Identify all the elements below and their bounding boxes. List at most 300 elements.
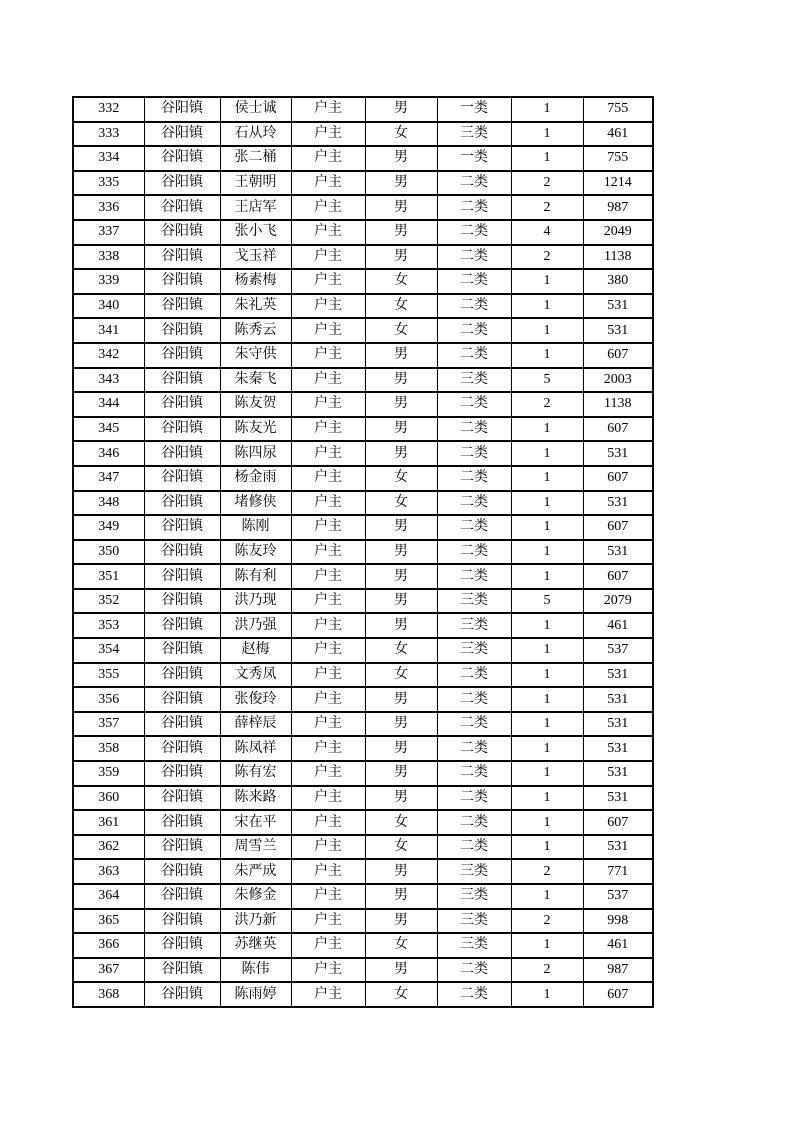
cell-town: 谷阳镇 <box>144 441 220 466</box>
cell-relation: 户主 <box>291 392 365 417</box>
table-row <box>73 613 653 638</box>
cell-relation: 户主 <box>291 761 365 786</box>
table-row <box>73 663 653 688</box>
cell-serial-number: 356 <box>73 687 144 712</box>
cell-count: 1 <box>511 564 583 589</box>
cell-relation: 户主 <box>291 712 365 737</box>
cell-category: 二类 <box>437 958 511 983</box>
cell-count: 1 <box>511 491 583 516</box>
table-row <box>73 933 653 958</box>
cell-person-name: 陈来路 <box>220 786 291 811</box>
cell-amount: 531 <box>583 318 653 343</box>
cell-relation: 户主 <box>291 810 365 835</box>
cell-amount: 531 <box>583 540 653 565</box>
cell-person-name: 洪乃现 <box>220 589 291 614</box>
cell-relation: 户主 <box>291 122 365 147</box>
cell-count: 1 <box>511 343 583 368</box>
cell-person-name: 陈秀云 <box>220 318 291 343</box>
cell-serial-number: 344 <box>73 392 144 417</box>
cell-category: 二类 <box>437 171 511 196</box>
cell-serial-number: 334 <box>73 146 144 171</box>
cell-serial-number: 366 <box>73 933 144 958</box>
cell-relation: 户主 <box>291 835 365 860</box>
cell-person-name: 朱秦飞 <box>220 368 291 393</box>
cell-count: 4 <box>511 220 583 245</box>
cell-relation: 户主 <box>291 736 365 761</box>
cell-amount: 461 <box>583 122 653 147</box>
cell-count: 1 <box>511 515 583 540</box>
cell-town: 谷阳镇 <box>144 97 220 122</box>
cell-count: 5 <box>511 368 583 393</box>
cell-gender: 男 <box>365 343 437 368</box>
cell-serial-number: 352 <box>73 589 144 614</box>
cell-gender: 女 <box>365 318 437 343</box>
table-row <box>73 491 653 516</box>
cell-count: 1 <box>511 540 583 565</box>
cell-serial-number: 361 <box>73 810 144 835</box>
table-row <box>73 195 653 220</box>
cell-serial-number: 337 <box>73 220 144 245</box>
cell-town: 谷阳镇 <box>144 884 220 909</box>
cell-relation: 户主 <box>291 663 365 688</box>
cell-person-name: 戈玉祥 <box>220 245 291 270</box>
cell-relation: 户主 <box>291 638 365 663</box>
cell-town: 谷阳镇 <box>144 613 220 638</box>
cell-relation: 户主 <box>291 687 365 712</box>
cell-category: 三类 <box>437 613 511 638</box>
cell-count: 2 <box>511 392 583 417</box>
cell-amount: 531 <box>583 441 653 466</box>
cell-category: 二类 <box>437 466 511 491</box>
cell-gender: 男 <box>365 786 437 811</box>
cell-town: 谷阳镇 <box>144 343 220 368</box>
cell-amount: 537 <box>583 884 653 909</box>
cell-count: 1 <box>511 441 583 466</box>
cell-serial-number: 350 <box>73 540 144 565</box>
cell-gender: 男 <box>365 884 437 909</box>
table-row <box>73 417 653 442</box>
cell-town: 谷阳镇 <box>144 195 220 220</box>
cell-relation: 户主 <box>291 589 365 614</box>
cell-person-name: 朱严成 <box>220 859 291 884</box>
cell-person-name: 张二桶 <box>220 146 291 171</box>
cell-relation: 户主 <box>291 982 365 1007</box>
table-row <box>73 343 653 368</box>
cell-serial-number: 363 <box>73 859 144 884</box>
cell-category: 二类 <box>437 712 511 737</box>
cell-serial-number: 338 <box>73 245 144 270</box>
cell-serial-number: 359 <box>73 761 144 786</box>
cell-category: 二类 <box>437 564 511 589</box>
cell-town: 谷阳镇 <box>144 712 220 737</box>
cell-amount: 755 <box>583 146 653 171</box>
cell-category: 二类 <box>437 343 511 368</box>
cell-serial-number: 346 <box>73 441 144 466</box>
cell-town: 谷阳镇 <box>144 220 220 245</box>
cell-gender: 男 <box>365 540 437 565</box>
cell-person-name: 陈友玲 <box>220 540 291 565</box>
cell-relation: 户主 <box>291 884 365 909</box>
cell-serial-number: 360 <box>73 786 144 811</box>
cell-count: 1 <box>511 835 583 860</box>
cell-town: 谷阳镇 <box>144 909 220 934</box>
cell-count: 2 <box>511 245 583 270</box>
cell-amount: 531 <box>583 736 653 761</box>
cell-category: 二类 <box>437 245 511 270</box>
cell-category: 二类 <box>437 318 511 343</box>
cell-serial-number: 332 <box>73 97 144 122</box>
cell-serial-number: 351 <box>73 564 144 589</box>
cell-category: 二类 <box>437 392 511 417</box>
cell-category: 二类 <box>437 687 511 712</box>
cell-person-name: 陈四尿 <box>220 441 291 466</box>
cell-person-name: 陈友贺 <box>220 392 291 417</box>
cell-count: 1 <box>511 761 583 786</box>
cell-category: 二类 <box>437 417 511 442</box>
cell-count: 2 <box>511 859 583 884</box>
table-row <box>73 441 653 466</box>
cell-category: 二类 <box>437 810 511 835</box>
cell-gender: 男 <box>365 564 437 589</box>
cell-count: 1 <box>511 810 583 835</box>
table-row <box>73 515 653 540</box>
cell-person-name: 陈刚 <box>220 515 291 540</box>
cell-relation: 户主 <box>291 269 365 294</box>
cell-gender: 女 <box>365 810 437 835</box>
cell-person-name: 苏继英 <box>220 933 291 958</box>
cell-count: 1 <box>511 466 583 491</box>
cell-amount: 380 <box>583 269 653 294</box>
cell-amount: 2003 <box>583 368 653 393</box>
cell-serial-number: 335 <box>73 171 144 196</box>
cell-gender: 男 <box>365 958 437 983</box>
cell-town: 谷阳镇 <box>144 171 220 196</box>
cell-gender: 男 <box>365 245 437 270</box>
cell-relation: 户主 <box>291 786 365 811</box>
table-row <box>73 687 653 712</box>
cell-amount: 531 <box>583 786 653 811</box>
cell-relation: 户主 <box>291 515 365 540</box>
cell-town: 谷阳镇 <box>144 269 220 294</box>
cell-relation: 户主 <box>291 909 365 934</box>
cell-town: 谷阳镇 <box>144 810 220 835</box>
cell-count: 1 <box>511 318 583 343</box>
cell-gender: 男 <box>365 417 437 442</box>
table-row <box>73 466 653 491</box>
cell-person-name: 石从玲 <box>220 122 291 147</box>
table-row <box>73 859 653 884</box>
cell-serial-number: 345 <box>73 417 144 442</box>
cell-town: 谷阳镇 <box>144 417 220 442</box>
cell-gender: 男 <box>365 909 437 934</box>
cell-serial-number: 365 <box>73 909 144 934</box>
table-row <box>73 638 653 663</box>
cell-amount: 998 <box>583 909 653 934</box>
cell-count: 2 <box>511 171 583 196</box>
cell-gender: 男 <box>365 392 437 417</box>
cell-amount: 1214 <box>583 171 653 196</box>
cell-town: 谷阳镇 <box>144 958 220 983</box>
cell-town: 谷阳镇 <box>144 540 220 565</box>
cell-amount: 537 <box>583 638 653 663</box>
roster-table <box>72 96 654 1008</box>
cell-town: 谷阳镇 <box>144 786 220 811</box>
cell-gender: 男 <box>365 687 437 712</box>
cell-relation: 户主 <box>291 97 365 122</box>
cell-amount: 531 <box>583 687 653 712</box>
cell-person-name: 陈有利 <box>220 564 291 589</box>
cell-category: 二类 <box>437 835 511 860</box>
cell-category: 二类 <box>437 736 511 761</box>
cell-category: 二类 <box>437 294 511 319</box>
table-row <box>73 810 653 835</box>
cell-gender: 男 <box>365 859 437 884</box>
cell-amount: 1138 <box>583 392 653 417</box>
cell-category: 一类 <box>437 97 511 122</box>
cell-amount: 607 <box>583 417 653 442</box>
cell-serial-number: 343 <box>73 368 144 393</box>
cell-count: 1 <box>511 712 583 737</box>
cell-serial-number: 358 <box>73 736 144 761</box>
cell-serial-number: 353 <box>73 613 144 638</box>
cell-town: 谷阳镇 <box>144 392 220 417</box>
cell-relation: 户主 <box>291 859 365 884</box>
cell-relation: 户主 <box>291 958 365 983</box>
cell-count: 1 <box>511 122 583 147</box>
cell-category: 三类 <box>437 933 511 958</box>
cell-serial-number: 342 <box>73 343 144 368</box>
cell-relation: 户主 <box>291 540 365 565</box>
cell-count: 1 <box>511 97 583 122</box>
cell-person-name: 陈友光 <box>220 417 291 442</box>
cell-gender: 女 <box>365 122 437 147</box>
cell-amount: 755 <box>583 97 653 122</box>
table-row <box>73 589 653 614</box>
cell-town: 谷阳镇 <box>144 122 220 147</box>
cell-person-name: 薛梓辰 <box>220 712 291 737</box>
cell-town: 谷阳镇 <box>144 491 220 516</box>
table-row <box>73 884 653 909</box>
table-row <box>73 982 653 1007</box>
table-row <box>73 786 653 811</box>
cell-category: 二类 <box>437 220 511 245</box>
cell-town: 谷阳镇 <box>144 736 220 761</box>
cell-serial-number: 340 <box>73 294 144 319</box>
cell-count: 1 <box>511 982 583 1007</box>
cell-town: 谷阳镇 <box>144 245 220 270</box>
table-row <box>73 712 653 737</box>
table-row <box>73 368 653 393</box>
cell-category: 二类 <box>437 663 511 688</box>
cell-amount: 607 <box>583 810 653 835</box>
cell-relation: 户主 <box>291 245 365 270</box>
cell-serial-number: 362 <box>73 835 144 860</box>
cell-person-name: 王朝明 <box>220 171 291 196</box>
cell-serial-number: 354 <box>73 638 144 663</box>
cell-relation: 户主 <box>291 417 365 442</box>
cell-town: 谷阳镇 <box>144 146 220 171</box>
cell-serial-number: 367 <box>73 958 144 983</box>
cell-category: 三类 <box>437 884 511 909</box>
cell-category: 二类 <box>437 786 511 811</box>
cell-category: 三类 <box>437 638 511 663</box>
cell-relation: 户主 <box>291 368 365 393</box>
cell-town: 谷阳镇 <box>144 368 220 393</box>
cell-gender: 女 <box>365 638 437 663</box>
cell-town: 谷阳镇 <box>144 589 220 614</box>
cell-category: 二类 <box>437 515 511 540</box>
cell-category: 二类 <box>437 441 511 466</box>
cell-town: 谷阳镇 <box>144 663 220 688</box>
cell-category: 二类 <box>437 195 511 220</box>
cell-count: 1 <box>511 663 583 688</box>
cell-town: 谷阳镇 <box>144 294 220 319</box>
table-row <box>73 835 653 860</box>
cell-town: 谷阳镇 <box>144 466 220 491</box>
cell-count: 1 <box>511 933 583 958</box>
cell-town: 谷阳镇 <box>144 859 220 884</box>
cell-relation: 户主 <box>291 441 365 466</box>
cell-town: 谷阳镇 <box>144 687 220 712</box>
cell-person-name: 堵修侠 <box>220 491 291 516</box>
cell-category: 三类 <box>437 909 511 934</box>
table-row <box>73 909 653 934</box>
cell-count: 1 <box>511 294 583 319</box>
cell-relation: 户主 <box>291 613 365 638</box>
cell-amount: 1138 <box>583 245 653 270</box>
table-row <box>73 146 653 171</box>
cell-count: 2 <box>511 909 583 934</box>
table-row <box>73 171 653 196</box>
cell-gender: 男 <box>365 515 437 540</box>
cell-person-name: 陈雨婷 <box>220 982 291 1007</box>
cell-category: 三类 <box>437 589 511 614</box>
cell-count: 1 <box>511 736 583 761</box>
cell-serial-number: 333 <box>73 122 144 147</box>
table-row <box>73 318 653 343</box>
table-row <box>73 761 653 786</box>
table-row <box>73 220 653 245</box>
cell-serial-number: 349 <box>73 515 144 540</box>
cell-person-name: 张小飞 <box>220 220 291 245</box>
cell-amount: 531 <box>583 761 653 786</box>
cell-person-name: 陈伟 <box>220 958 291 983</box>
cell-serial-number: 339 <box>73 269 144 294</box>
cell-amount: 987 <box>583 195 653 220</box>
cell-count: 1 <box>511 146 583 171</box>
cell-gender: 女 <box>365 933 437 958</box>
cell-relation: 户主 <box>291 564 365 589</box>
cell-person-name: 洪乃新 <box>220 909 291 934</box>
cell-count: 1 <box>511 613 583 638</box>
cell-category: 三类 <box>437 859 511 884</box>
cell-person-name: 陈有宏 <box>220 761 291 786</box>
cell-relation: 户主 <box>291 220 365 245</box>
cell-relation: 户主 <box>291 146 365 171</box>
table-row <box>73 97 653 122</box>
table-row <box>73 294 653 319</box>
cell-gender: 女 <box>365 835 437 860</box>
roster-table-body <box>73 97 653 1007</box>
cell-person-name: 张俊玲 <box>220 687 291 712</box>
cell-serial-number: 355 <box>73 663 144 688</box>
cell-category: 二类 <box>437 491 511 516</box>
cell-amount: 607 <box>583 515 653 540</box>
cell-count: 1 <box>511 417 583 442</box>
cell-serial-number: 348 <box>73 491 144 516</box>
cell-person-name: 洪乃强 <box>220 613 291 638</box>
cell-serial-number: 364 <box>73 884 144 909</box>
cell-amount: 987 <box>583 958 653 983</box>
cell-person-name: 杨金雨 <box>220 466 291 491</box>
table-row <box>73 540 653 565</box>
cell-amount: 531 <box>583 835 653 860</box>
cell-person-name: 王店军 <box>220 195 291 220</box>
cell-person-name: 朱守供 <box>220 343 291 368</box>
cell-category: 二类 <box>437 269 511 294</box>
table-row <box>73 269 653 294</box>
cell-person-name: 杨素梅 <box>220 269 291 294</box>
cell-gender: 男 <box>365 220 437 245</box>
cell-gender: 男 <box>365 613 437 638</box>
cell-gender: 男 <box>365 589 437 614</box>
cell-amount: 531 <box>583 491 653 516</box>
cell-gender: 女 <box>365 982 437 1007</box>
cell-gender: 女 <box>365 269 437 294</box>
cell-amount: 531 <box>583 712 653 737</box>
cell-serial-number: 368 <box>73 982 144 1007</box>
cell-serial-number: 357 <box>73 712 144 737</box>
cell-serial-number: 336 <box>73 195 144 220</box>
cell-relation: 户主 <box>291 318 365 343</box>
cell-person-name: 周雪兰 <box>220 835 291 860</box>
cell-category: 二类 <box>437 540 511 565</box>
cell-gender: 女 <box>365 491 437 516</box>
cell-person-name: 朱礼英 <box>220 294 291 319</box>
cell-amount: 461 <box>583 933 653 958</box>
cell-relation: 户主 <box>291 933 365 958</box>
cell-amount: 607 <box>583 564 653 589</box>
table-row <box>73 736 653 761</box>
cell-relation: 户主 <box>291 491 365 516</box>
cell-amount: 771 <box>583 859 653 884</box>
cell-amount: 607 <box>583 343 653 368</box>
cell-gender: 男 <box>365 736 437 761</box>
cell-serial-number: 341 <box>73 318 144 343</box>
cell-serial-number: 347 <box>73 466 144 491</box>
cell-relation: 户主 <box>291 466 365 491</box>
cell-amount: 2049 <box>583 220 653 245</box>
cell-person-name: 侯士诚 <box>220 97 291 122</box>
cell-relation: 户主 <box>291 171 365 196</box>
cell-gender: 女 <box>365 466 437 491</box>
cell-count: 1 <box>511 638 583 663</box>
cell-gender: 男 <box>365 195 437 220</box>
cell-gender: 男 <box>365 761 437 786</box>
cell-count: 1 <box>511 269 583 294</box>
cell-person-name: 陈凤祥 <box>220 736 291 761</box>
cell-town: 谷阳镇 <box>144 835 220 860</box>
cell-category: 一类 <box>437 146 511 171</box>
cell-count: 1 <box>511 687 583 712</box>
cell-category: 三类 <box>437 122 511 147</box>
cell-gender: 男 <box>365 368 437 393</box>
cell-gender: 男 <box>365 441 437 466</box>
cell-category: 二类 <box>437 982 511 1007</box>
cell-person-name: 赵梅 <box>220 638 291 663</box>
cell-amount: 461 <box>583 613 653 638</box>
cell-relation: 户主 <box>291 294 365 319</box>
